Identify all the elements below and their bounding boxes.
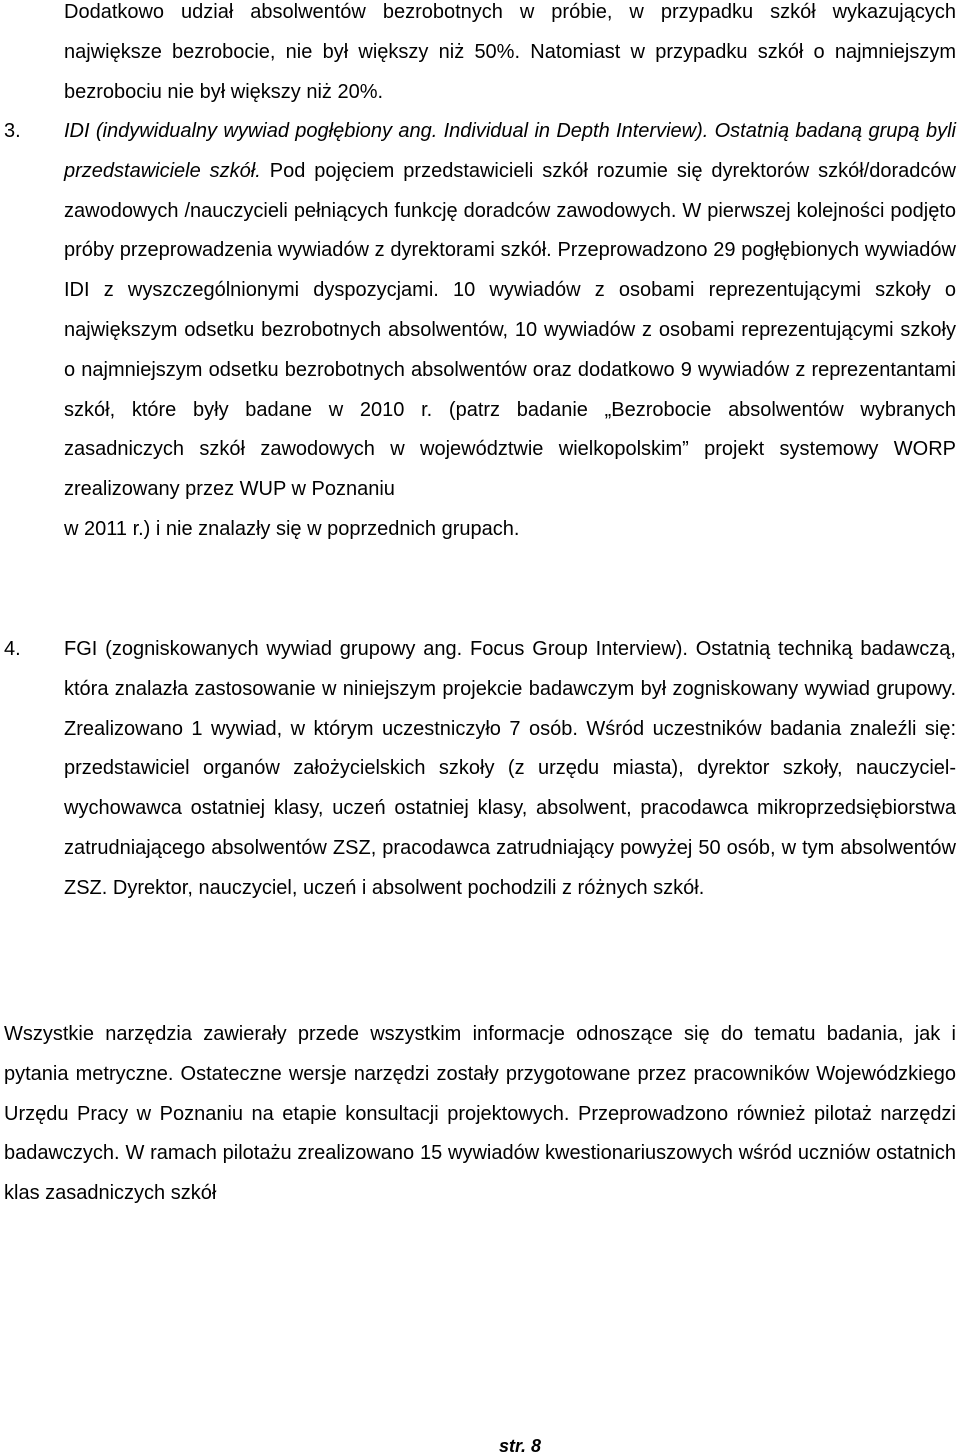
- list-number-4: 4.: [4, 638, 21, 660]
- idi-tail-text: w 2011 r.) i nie znalazły się w poprzednich grupach.: [64, 517, 520, 540]
- list-item-fgi: FGI (zogniskowanych wywiad grupowy ang. Focus Group Interview). Ostatnią techniką badawczą, która znalazła zastosowanie w niniejszym projekcie badawczym był zogniskowany wywiad grupowy. Zrealizowano 1 wywiad, w którym uczestniczyło 7 osób. Wśród uczestników badania znaleźli się: przedstawiciel organów założycielskich szkoły (z urzędu miasta), dyrektor szkoły, nauczyciel-wychowawca ostatniej klasy, uczeń ostatniej klasy, absolwent, pracodawca mikroprzedsiębiorstwa zatrudniającego absolwentów ZSZ, pracodawca zatrudniający powyżej 50 osób, w tym absolwentów ZSZ. Dyrektor, nauczyciel, uczeń i absolwent pochodzili z różnych szkół.: [64, 638, 956, 899]
- tools-paragraph: Wszystkie narzędzia zawierały przede wszystkim informacje odnoszące się do tematu badania, jak i pytania metryczne. Ostateczne wersje narzędzi zostały przygotowane przez pracowników Wojewódzkiego Urzędu Pracy w Poznaniu na etapie konsultacji projektowych. Przeprowadzono również pilotaż narzędzi badawczych. W ramach pilotażu zrealizowano 15 wywiadów kwestionariuszowych wśród uczniów ostatnich klas zasadniczych szkół: [4, 1023, 956, 1205]
- list-item-idi: [64, 112, 956, 550]
- page-number-label: str. 8: [498, 1436, 542, 1456]
- top-paragraph: Dodatkowo udział absolwentów bezrobotnych w próbie, w przypadku szkół wykazujących największe bezrobocie, nie był większy niż 50%. Natomiast w przypadku szkół o najmniejszym bezrobociu nie był większy niż 20%.: [64, 1, 956, 103]
- page-number: [0, 1436, 960, 1456]
- list-number-3: 3.: [4, 120, 21, 142]
- idi-body-text: Pod pojęciem przedstawicieli szkół rozumie się dyrektorów szkół/doradców zawodowych /nauczycieli pełniących funkcję doradców zawodowych. W pierwszej kolejności podjęto próby przeprowadzenia wywiadów z dyrektorami szkół. Przeprowadzono 29 pogłębionych wywiadów IDI z wyszczególnionymi dyspozycjami. 10 wywiadów z osobami reprezentującymi szkoły o największym odsetku bezrobotnych absolwentów, 10 wywiadów z osobami reprezentującymi szkoły o najmniejszym odsetku bezrobotnych absolwentów oraz dodatkowo 9 wywiadów z reprezentantami szkół, które były badane w 2010 r. (patrz badanie „Bezrobocie absolwentów wybranych zasadniczych szkół zawodowych w województwie wielkopolskim” projekt systemowy WORP zrealizowany przez WUP w Poznaniu: [64, 159, 956, 501]
- idi-lead-text: IDI (indywidualny wywiad pogłębiony ang. Individual in Depth Interview). Ostatnią badaną grupą byli przedstawiciele szkół.: [64, 120, 956, 182]
